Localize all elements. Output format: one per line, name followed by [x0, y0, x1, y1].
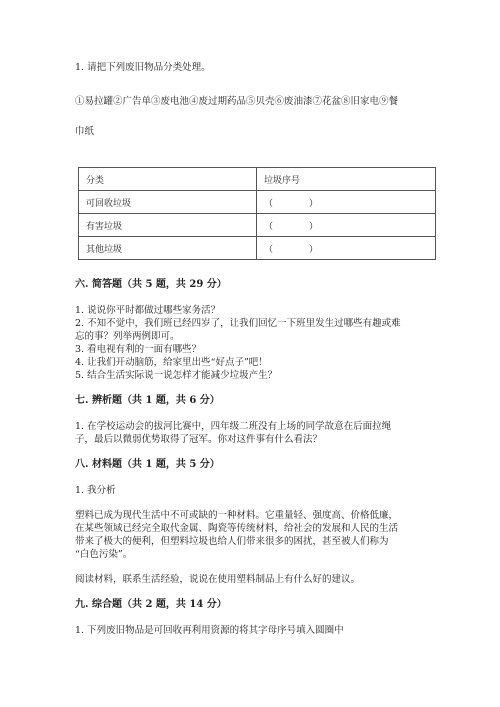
- material-paragraph-line: 带来了极大的便利，但塑料垃圾也给人们带来很多的困扰，甚至被人们称为: [75, 536, 389, 547]
- question-line: 1. 说说你平时都做过哪些家务活？: [75, 305, 221, 316]
- question-line: 忘的事？列举两例即可。: [75, 331, 180, 342]
- items-list-line: ①易拉罐②广告单③废电池④废过期药品⑤贝壳⑥废油漆⑦花盆⑧旧家电⑨餐: [75, 96, 399, 107]
- question-line: 5. 结合生活实际说一说怎样才能减少垃圾产生？: [75, 370, 278, 381]
- table-row: [79, 214, 436, 237]
- question-line: 1. 下列废旧物品是可回收再利用资源的将其字母序号填入圆圈中: [75, 625, 344, 636]
- table-header-cell: 分类: [79, 168, 257, 191]
- question-line: 1. 在学校运动会的拔河比赛中，四年级二班没有上场的同学故意在后面拉绳: [75, 421, 392, 432]
- material-paragraph-line: 塑料已成为现代生活中不可或缺的一种材料。它重量轻、强度高、价格低廉，: [75, 510, 399, 521]
- items-list-line: 巾纸: [75, 126, 95, 137]
- table-row: [79, 191, 436, 214]
- material-paragraph-line: “白色污染”。: [75, 549, 133, 560]
- section-heading: 七. 辨析题（共 1 题，共 6 分）: [75, 395, 220, 406]
- section-heading: 八. 材料题（共 1 题，共 5 分）: [75, 459, 220, 470]
- material-paragraph-line: 在某些领域已经完全取代金属、陶瓷等传统材料，给社会的发展和人民的生活: [75, 523, 399, 534]
- category-cell: 有害垃圾: [79, 214, 257, 237]
- table-header-cell: 垃圾序号: [257, 168, 436, 191]
- question-line: 阅读材料，联系生活经验，说说在使用塑料制品上有什么好的建议。: [75, 574, 361, 585]
- section-heading: 六. 简答题（共 5 题，共 29 分）: [75, 279, 227, 290]
- sorting-table: [78, 167, 436, 260]
- question-line: 子，最后以微弱优势取得了冠军。你对这件事有什么看法？: [75, 434, 323, 445]
- answer-blank[interactable]: （ ）: [257, 191, 436, 214]
- section-heading: 九. 综合题（共 2 题，共 14 分）: [75, 599, 227, 610]
- question-line: 4. 让我们开动脑筋，给家里出些“好点子”吧！: [75, 357, 268, 368]
- answer-blank[interactable]: （ ）: [257, 237, 436, 260]
- table-header-row: [79, 168, 436, 191]
- question-title: 1. 请把下列废旧物品分类处理。: [75, 62, 211, 73]
- table-row: [79, 237, 436, 260]
- question-line: 1. 我分析: [75, 485, 116, 496]
- answer-blank[interactable]: （ ）: [257, 214, 436, 237]
- category-cell: 可回收垃圾: [79, 191, 257, 214]
- question-line: 2. 不知不觉中，我们班已经四岁了，让我们回忆一下班里发生过哪些有趣或难: [75, 318, 401, 329]
- category-cell: 其他垃圾: [79, 237, 257, 260]
- question-line: 3. 看电视有利的一面有哪些？: [75, 344, 202, 355]
